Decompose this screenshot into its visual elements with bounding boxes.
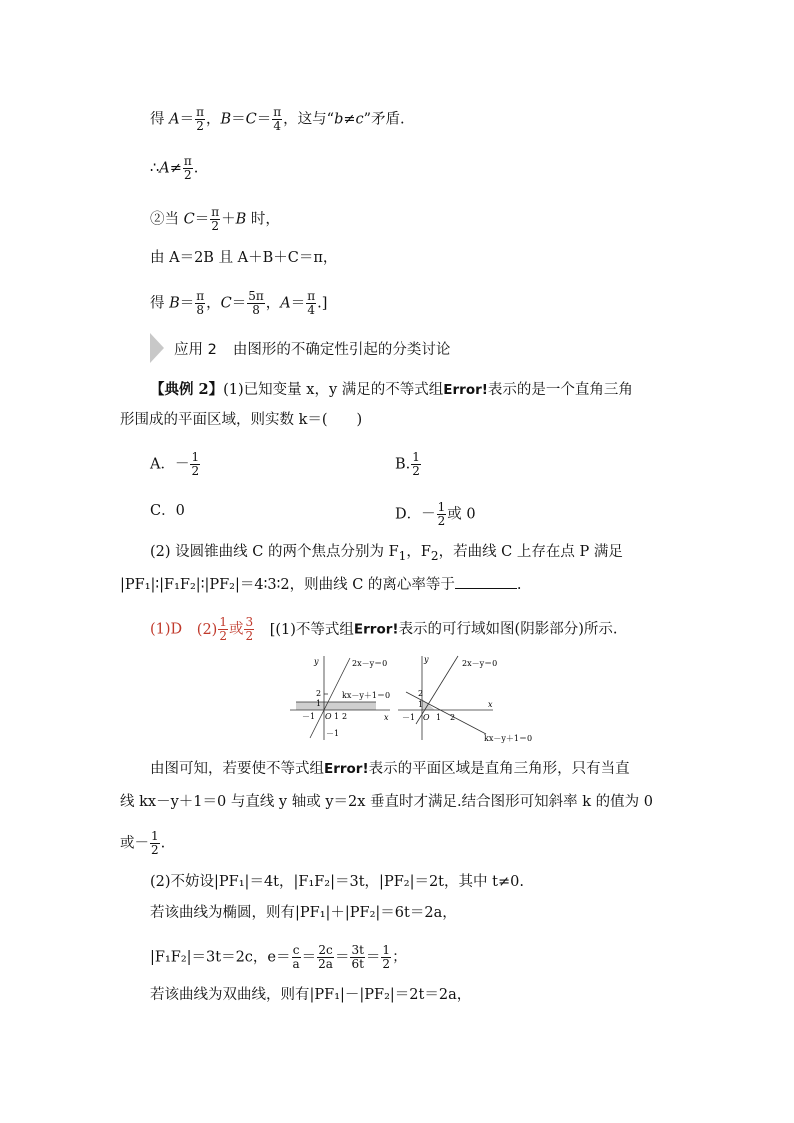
option-b <box>395 451 422 478</box>
x-label: x <box>384 713 389 722</box>
text: ＝ <box>290 295 306 312</box>
text: ＝ <box>256 111 272 128</box>
application-label: 应用 2 <box>174 341 217 358</box>
solution-line <box>120 830 165 857</box>
example-line: 形围成的平面区域，则实数 k＝( ) <box>120 412 363 428</box>
text: ＝ <box>301 949 317 966</box>
text-line <box>150 290 327 317</box>
fraction <box>195 290 205 317</box>
tick-label: 1 <box>334 712 340 721</box>
numerator: 1 <box>191 450 200 464</box>
numerator: π <box>211 205 220 219</box>
y-label: y <box>424 655 429 664</box>
option-c: C．0 <box>150 503 185 519</box>
error-text: Error! <box>353 621 399 638</box>
text: ＝ <box>334 949 350 966</box>
tick-label: －1 <box>326 729 340 738</box>
option-label: A．－ <box>150 456 190 473</box>
tick-label: 2 <box>450 713 456 722</box>
text: ∴ <box>150 160 160 177</box>
text: . <box>516 577 522 593</box>
text: |PF₁|∶|F₁F₂|∶|PF₂|＝4∶3∶2，则曲线 C 的离心率等于 <box>120 577 455 593</box>
fraction <box>210 206 220 233</box>
numerator: 1 <box>219 615 227 629</box>
text-line: 由 A＝2B 且 A＋B＋C＝π， <box>150 250 338 266</box>
denominator: 8 <box>196 303 205 317</box>
error-text: Error! <box>443 382 488 398</box>
fraction <box>437 501 447 528</box>
line-label: 2x－y＝0 <box>462 659 498 668</box>
tick-label: 2 <box>418 689 424 698</box>
denominator: 2 <box>151 843 159 857</box>
numerator: c <box>292 943 300 957</box>
fraction <box>317 944 334 971</box>
denominator: 2 <box>191 464 200 478</box>
numerator: π <box>273 105 282 119</box>
numerator: π <box>183 154 192 168</box>
var: B <box>235 211 247 228</box>
denominator: a <box>292 957 300 971</box>
tick-label: 2 <box>316 689 322 698</box>
text: 表示的平面区域是直角三角形，只有当直 <box>368 761 630 777</box>
text-line <box>150 155 198 182</box>
fraction <box>411 451 421 478</box>
subscript: 2 <box>430 548 439 563</box>
text: ； <box>392 949 407 966</box>
line-label: kx－y＋1＝0 <box>484 734 533 743</box>
text: 表示的可行域如图(阴影部分)所示. <box>398 621 618 638</box>
denominator: 2 <box>382 957 391 971</box>
text: ＝ <box>365 949 381 966</box>
text: . <box>160 835 166 852</box>
denominator: 2 <box>184 168 192 182</box>
text: 由图可知，若要使不等式组 <box>150 761 324 777</box>
text: . <box>193 160 199 177</box>
option-a <box>150 451 201 478</box>
text-line <box>150 106 405 133</box>
fraction <box>195 106 205 133</box>
text: |F₁F₂|＝3t＝2c，e＝ <box>150 949 291 966</box>
fraction <box>218 616 228 643</box>
text: ＝ <box>194 211 210 228</box>
var: c <box>355 111 364 128</box>
text: ，若曲线 C 上存在点 P 满足 <box>438 544 623 560</box>
denominator: 4 <box>307 303 316 317</box>
var: B <box>220 111 232 128</box>
fraction <box>306 290 316 317</box>
fraction <box>190 451 200 478</box>
text: 或－ <box>120 835 149 852</box>
denominator: 2 <box>245 629 254 643</box>
subscript: 1 <box>398 548 407 563</box>
answer-2: (2) <box>196 621 218 638</box>
var: C <box>183 211 195 228</box>
text: .] <box>317 295 328 312</box>
text: ＝ <box>179 111 195 128</box>
tick-label: 1 <box>436 713 442 722</box>
question-2-cont <box>120 574 522 595</box>
text: 时， <box>246 211 280 228</box>
numerator: π <box>307 289 316 303</box>
line-label: 2x－y＝0 <box>352 659 388 668</box>
shaded-region <box>296 702 376 710</box>
denominator: 8 <box>252 303 260 317</box>
application-heading <box>150 333 450 363</box>
tick-label: 2 <box>342 712 348 721</box>
denominator: 2 <box>196 119 204 133</box>
fraction <box>381 944 391 971</box>
tick-label: 1 <box>316 699 322 708</box>
tick-label: －1 <box>402 713 416 722</box>
denominator: 2 <box>412 464 420 478</box>
solution-line <box>150 759 630 779</box>
denominator: 6t <box>351 957 364 971</box>
option-label: D．－ <box>395 506 436 523</box>
numerator: 1 <box>412 450 420 464</box>
x-label: x <box>488 700 493 709</box>
var: B <box>169 295 180 312</box>
answer-1: (1)D <box>150 621 183 638</box>
numerator: 3 <box>245 615 254 629</box>
origin-label: O <box>423 713 430 722</box>
origin-label: O <box>325 712 332 721</box>
fraction <box>272 106 282 133</box>
solution-line: 若该曲线为双曲线，则有|PF₁|－|PF₂|＝2t＝2a， <box>150 987 472 1003</box>
solution-line: 线 kx－y＋1＝0 与直线 y 轴或 y＝2x 垂直时才满足.结合图形可知斜率 k 的值为 0 <box>120 794 653 810</box>
fraction <box>292 944 301 971</box>
denominator: 4 <box>273 119 282 133</box>
tick-label: －1 <box>302 712 316 721</box>
text: 或 0 <box>447 506 476 523</box>
numerator: 3t <box>351 943 364 957</box>
option-d <box>395 501 476 528</box>
numerator: 1 <box>382 943 391 957</box>
text: ＝ <box>231 111 246 128</box>
answer-line <box>150 616 617 643</box>
text: 或 <box>228 621 244 638</box>
text: 得 <box>150 111 170 128</box>
text: ， <box>205 111 221 128</box>
example-head: 【典例 2】 <box>150 381 224 398</box>
graph-right <box>398 652 533 744</box>
numerator: π <box>196 289 205 303</box>
numerator: 5π <box>248 289 264 303</box>
application-title: 由图形的不确定性引起的分类讨论 <box>232 341 451 358</box>
text: ，F <box>406 544 431 560</box>
numerator: π <box>196 105 204 119</box>
text: ”矛盾. <box>363 111 405 128</box>
var: A <box>169 111 180 128</box>
var: b <box>334 111 344 128</box>
text: 表示的是一个直角三角 <box>487 382 633 398</box>
text: ， <box>265 295 281 312</box>
fraction <box>247 290 265 317</box>
text: (2) 设圆锥曲线 C 的两个焦点分别为 F <box>150 544 399 560</box>
solution-line: (2)不妨设|PF₁|＝4t，|F₁F₂|＝3t，|PF₂|＝2t，其中 t≠0. <box>150 874 524 890</box>
text-line <box>150 206 280 233</box>
answer-blank <box>455 574 517 589</box>
var: C <box>220 295 232 312</box>
var: C <box>245 111 257 128</box>
triangle-marker-icon <box>150 333 164 363</box>
denominator: 2 <box>219 629 227 643</box>
text: (1)已知变量 x，y 满足的不等式组 <box>223 382 444 398</box>
text: [(1)不等式组 <box>269 621 354 638</box>
numerator: 1 <box>437 500 446 514</box>
error-text: Error! <box>324 761 369 777</box>
denominator: 2 <box>211 219 219 233</box>
text: ＋ <box>221 211 236 228</box>
denominator: 2 <box>437 514 446 528</box>
text: ≠ <box>343 111 356 128</box>
graph-left <box>290 652 400 744</box>
var: A <box>159 160 170 177</box>
fraction <box>244 616 254 643</box>
tick-label: 1 <box>418 700 424 709</box>
text: ， <box>206 295 221 312</box>
text: ②当 <box>150 211 184 228</box>
var: A <box>280 295 291 312</box>
text: ，这与“ <box>283 111 335 128</box>
fraction <box>183 155 193 182</box>
solution-line <box>150 944 407 971</box>
denominator: 2a <box>318 957 333 971</box>
numerator: 2c <box>318 943 333 957</box>
text: ≠ <box>169 160 182 177</box>
fraction <box>350 944 364 971</box>
text: ＝ <box>231 295 247 312</box>
text: ＝ <box>179 295 195 312</box>
line-label: kx－y＋1＝0 <box>342 691 391 700</box>
numerator: 1 <box>151 829 159 843</box>
question-2 <box>150 542 623 566</box>
y-label: y <box>314 657 319 666</box>
option-label: B. <box>395 456 411 473</box>
solution-line: 若该曲线为椭圆，则有|PF₁|＋|PF₂|＝6t＝2a， <box>150 905 457 921</box>
line-kx <box>406 692 486 734</box>
fraction <box>150 830 160 857</box>
text: 得 <box>150 295 170 312</box>
example-line <box>150 380 633 400</box>
